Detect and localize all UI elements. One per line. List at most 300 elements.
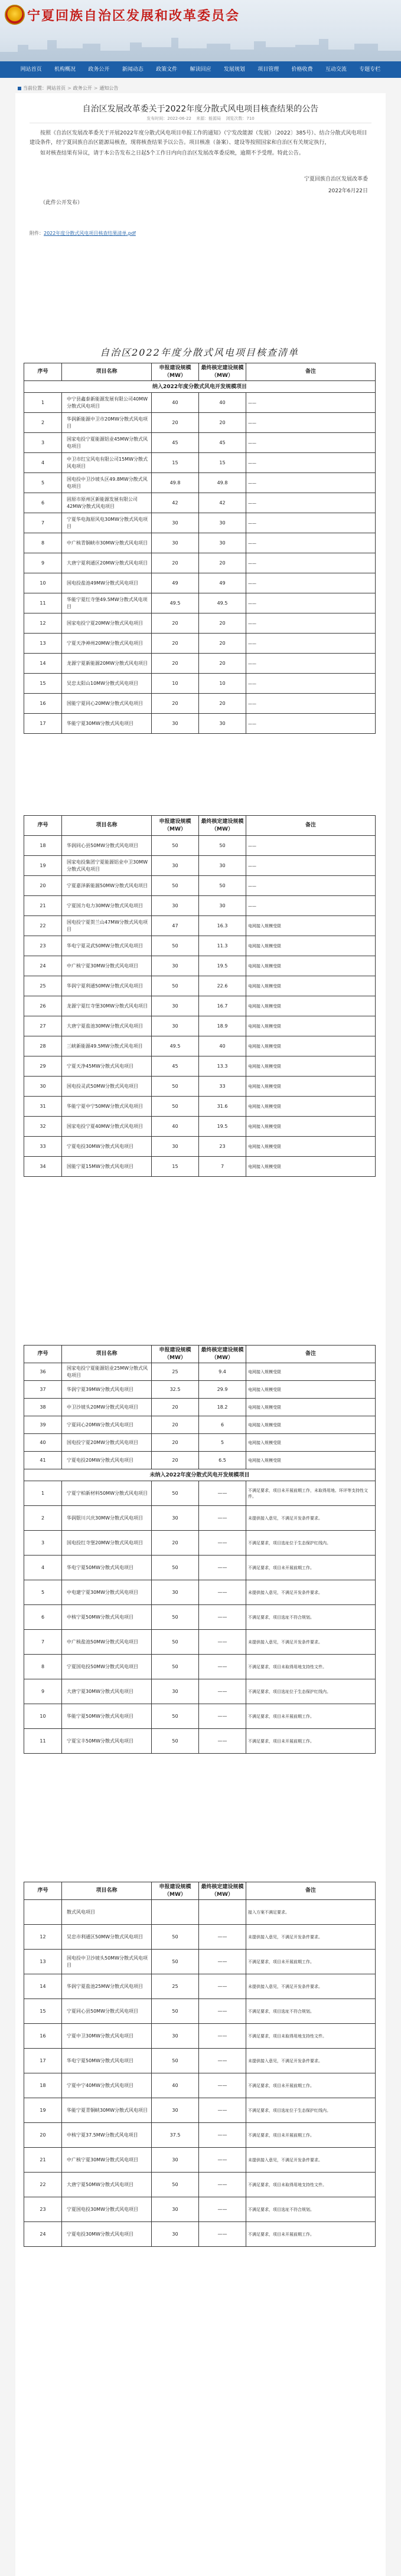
cell-no: 16 xyxy=(24,2024,62,2049)
table-row xyxy=(24,654,376,674)
table-row xyxy=(24,413,376,433)
cell-name: 国电投灵武50MW分散式风电项目 xyxy=(62,1077,152,1097)
cell-no xyxy=(24,1900,62,1925)
nav-item-open-government[interactable]: 政务公开 xyxy=(88,67,110,73)
cell-verified: 5 xyxy=(199,1434,246,1452)
cell-note: 电网接入规模受限 xyxy=(246,1137,376,1157)
cell-verified: 30 xyxy=(199,714,246,734)
cell-name: 华润新能源中卫市20MW分散式风电项目 xyxy=(62,413,152,433)
cell-note: 不满足要求，项目未开展前期工作。 xyxy=(246,1704,376,1729)
table-row xyxy=(24,916,376,936)
cell-declared: 50 xyxy=(152,1704,199,1729)
cell-note: 电网接入规模受限 xyxy=(246,1056,376,1077)
cell-note: 未提供接入意见，不满足开发条件要求。 xyxy=(246,1974,376,1999)
cell-no: 2 xyxy=(24,413,62,433)
cell-note: 接入方案不满足要求。 xyxy=(246,1900,376,1925)
cell-no: 26 xyxy=(24,996,62,1016)
cell-name: 宁夏宁柏新材料50MW分散式风电项目 xyxy=(62,1481,152,1506)
header-no: 序号 xyxy=(24,1882,62,1900)
cell-verified: 30 xyxy=(199,856,246,876)
view-count: 浏览次数：710 xyxy=(226,116,255,121)
cell-verified: 20 xyxy=(199,413,246,433)
cell-name: 大唐宁夏50MW分散式风电项目 xyxy=(62,2173,152,2197)
header-declared: 申报建设规模（MW） xyxy=(152,1882,199,1900)
cell-no: 24 xyxy=(24,956,62,976)
cell-name: 华电宁夏50MW分散式风电项目 xyxy=(62,1556,152,1580)
cell-declared: 20 xyxy=(152,1531,199,1556)
cell-verified: 22.6 xyxy=(199,976,246,996)
cell-verified: 45 xyxy=(199,433,246,453)
cell-declared: 30 xyxy=(152,2148,199,2173)
header-verified: 最终核定建设规模（MW） xyxy=(199,1882,246,1900)
table-row xyxy=(24,2148,376,2173)
cell-declared: 30 xyxy=(152,513,199,533)
table-row xyxy=(24,674,376,694)
nav-item-news[interactable]: 新闻动态 xyxy=(122,67,144,73)
cell-no: 1 xyxy=(24,393,62,413)
table-row xyxy=(24,996,376,1016)
cell-declared: 20 xyxy=(152,654,199,674)
cell-note: 不满足要求，项目未取得用地支持性文件。 xyxy=(246,2024,376,2049)
cell-name: 华润银川兴庆30MW分散式风电项目 xyxy=(62,1506,152,1531)
header-note: 备注 xyxy=(246,816,376,836)
table-row xyxy=(24,1399,376,1416)
cell-declared: 15 xyxy=(152,1157,199,1177)
header-verified: 最终核定建设规模（MW） xyxy=(199,1346,246,1363)
cell-name: 国家电投集团宁夏能源铝业中卫30MW分散式风电项目 xyxy=(62,856,152,876)
signature-org: 宁夏回族自治区发展改革委 xyxy=(304,176,368,182)
cell-note: 电网接入规模受限 xyxy=(246,1016,376,1036)
cell-name: 宁夏中卫30MW分散式风电项目 xyxy=(62,2024,152,2049)
table-row xyxy=(24,2197,376,2222)
cell-no: 19 xyxy=(24,2098,62,2123)
cell-no: 13 xyxy=(24,634,62,654)
cell-no: 3 xyxy=(24,1531,62,1556)
cell-name: 华能宁夏中宁50MW分散式风电项目 xyxy=(62,1097,152,1117)
breadcrumb-open-government[interactable]: 政务公开 xyxy=(73,86,92,91)
cell-note: 电网接入规模受限 xyxy=(246,1363,376,1381)
cell-note: —— xyxy=(246,573,376,593)
cell-note: 不满足要求，项目未开展前期工作，未取得用地、环评等支持性文件。 xyxy=(246,1481,376,1506)
cell-note: 未提供接入意见，不满足开发条件要求。 xyxy=(246,1580,376,1605)
attachment-label: 附件： xyxy=(30,231,44,236)
cell-verified: —— xyxy=(199,1605,246,1630)
cell-verified: 11.3 xyxy=(199,936,246,956)
cell-declared: 20 xyxy=(152,553,199,573)
cell-no: 17 xyxy=(24,714,62,734)
cell-name: 国电投红寺堡20MW分散式风电项目 xyxy=(62,1531,152,1556)
table-row xyxy=(24,1077,376,1097)
cell-name: 中核宁夏37.5MW分散式风电项目 xyxy=(62,2123,152,2148)
cell-verified: 40 xyxy=(199,1036,246,1056)
table-row xyxy=(24,2049,376,2073)
cell-declared xyxy=(152,1900,199,1925)
cell-declared: 37.5 xyxy=(152,2123,199,2148)
table-row xyxy=(24,856,376,876)
cell-note: 电网接入规模受限 xyxy=(246,956,376,976)
cell-verified: 16.3 xyxy=(199,916,246,936)
cell-declared: 50 xyxy=(152,1950,199,1974)
cell-verified: 18.2 xyxy=(199,1399,246,1416)
table-row xyxy=(24,1704,376,1729)
cell-declared: 50 xyxy=(152,2049,199,2073)
cell-name: 华润宁夏盐池25MW分散式风电项目 xyxy=(62,1974,152,1999)
cell-declared: 10 xyxy=(152,674,199,694)
cell-verified: 15 xyxy=(199,453,246,473)
cell-name: 宁夏国电投30MW分散式风电项目 xyxy=(62,2197,152,2222)
nav-item-planning[interactable]: 发展规划 xyxy=(223,67,245,73)
publish-date: 发布时间：2022-06-22 xyxy=(146,116,191,121)
cell-name: 宁夏国力电力30MW分散式风电项目 xyxy=(62,896,152,916)
cell-declared: 30 xyxy=(152,1679,199,1704)
table-row xyxy=(24,976,376,996)
cell-verified: 30 xyxy=(199,533,246,553)
breadcrumb-notices[interactable]: 通知公告 xyxy=(99,86,119,91)
cell-name: 中核宁夏50MW分散式风电项目 xyxy=(62,1605,152,1630)
cell-no: 32 xyxy=(24,1117,62,1137)
cell-verified: —— xyxy=(199,1679,246,1704)
cell-verified: —— xyxy=(199,2222,246,2247)
cell-note: 不满足要求，项目未开展前期工作。 xyxy=(246,1556,376,1580)
cell-name: 国电投盐池49MW分散式风电项目 xyxy=(62,573,152,593)
cell-no: 6 xyxy=(24,1605,62,1630)
cell-note: —— xyxy=(246,836,376,856)
cell-name: 大唐宁夏30MW分散式风电项目 xyxy=(62,1679,152,1704)
cell-name: 国电投宁夏贺兰山47MW分散式风电项目 xyxy=(62,916,152,936)
cell-verified: —— xyxy=(199,2098,246,2123)
header-no: 序号 xyxy=(24,816,62,836)
cell-verified: —— xyxy=(199,1580,246,1605)
cell-name: 国家电投宁夏40MW分散式风电项目 xyxy=(62,1117,152,1137)
nav-item-projects[interactable]: 项目管理 xyxy=(257,67,279,73)
cell-note: —— xyxy=(246,533,376,553)
cell-name: 中广核宁夏30MW分散式风电项目 xyxy=(62,956,152,976)
cell-no: 23 xyxy=(24,2197,62,2222)
cell-name: 华电宁夏50MW分散式风电项目 xyxy=(62,2049,152,2073)
table-row xyxy=(24,593,376,613)
cell-note: —— xyxy=(246,694,376,714)
cell-no: 21 xyxy=(24,896,62,916)
cell-note: 不满足要求，项目选址不符合规划。 xyxy=(246,2197,376,2222)
cell-name: 国家电投宁夏能源铝业45MW分散式风电项目 xyxy=(62,433,152,453)
cell-verified: —— xyxy=(199,2123,246,2148)
cell-verified: —— xyxy=(199,1531,246,1556)
cell-name: 吴忠太阳山10MW分散式风电项目 xyxy=(62,674,152,694)
cell-note: 不满足要求，项目选址位于生态保护红线内。 xyxy=(246,1679,376,1704)
cell-note: 电网接入规模受限 xyxy=(246,1399,376,1416)
cell-declared: 50 xyxy=(152,2173,199,2197)
cell-verified: —— xyxy=(199,2148,246,2173)
cell-verified: 50 xyxy=(199,836,246,856)
cell-no: 12 xyxy=(24,613,62,634)
cell-no: 8 xyxy=(24,1655,62,1679)
cell-no: 10 xyxy=(24,1704,62,1729)
cell-note: —— xyxy=(246,896,376,916)
cell-note: 不满足要求，项目未开展前期工作。 xyxy=(246,1950,376,1974)
cell-name: 宁夏天净神州20MW分散式风电项目 xyxy=(62,634,152,654)
table-row xyxy=(24,1556,376,1580)
cell-declared: 40 xyxy=(152,1117,199,1137)
cell-note: 电网接入规模受限 xyxy=(246,936,376,956)
cell-no: 9 xyxy=(24,1679,62,1704)
breadcrumb-home[interactable]: 当前位置：网站首页 xyxy=(23,86,66,91)
header-note: 备注 xyxy=(246,1882,376,1900)
cell-no: 22 xyxy=(24,916,62,936)
table-row xyxy=(24,1580,376,1605)
cell-verified: 18.9 xyxy=(199,1016,246,1036)
cell-note: 不满足要求，项目选址不符合规划。 xyxy=(246,1999,376,2024)
table-row xyxy=(24,1157,376,1177)
cell-no: 2 xyxy=(24,1506,62,1531)
table-row xyxy=(24,2024,376,2049)
cell-name: 龙源宁夏新能源20MW分散式风电项目 xyxy=(62,654,152,674)
site-header xyxy=(0,0,401,61)
table-row xyxy=(24,1729,376,1754)
table-row xyxy=(24,714,376,734)
cell-verified: 19.5 xyxy=(199,1117,246,1137)
cell-verified: 20 xyxy=(199,613,246,634)
cell-verified: 42 xyxy=(199,493,246,513)
location-icon xyxy=(18,87,21,90)
table-row xyxy=(24,1381,376,1399)
breadcrumb: 当前位置：网站首页 > 政务公开 > 通知公告 xyxy=(18,85,120,91)
cell-name: 国电投中卫沙坡头区49.8MW分散式风电项目 xyxy=(62,473,152,493)
header-name: 项目名称 xyxy=(62,363,152,381)
header-name: 项目名称 xyxy=(62,1882,152,1900)
cell-no: 14 xyxy=(24,654,62,674)
cell-declared: 45 xyxy=(152,1056,199,1077)
cell-no: 9 xyxy=(24,553,62,573)
cell-name: 国电投宁夏20MW分散式风电项目 xyxy=(62,1434,152,1452)
table-row xyxy=(24,1605,376,1630)
cell-note: 不满足要求，项目未开展前期工作。 xyxy=(246,2073,376,2098)
cell-verified: 16.7 xyxy=(199,996,246,1016)
cell-no: 19 xyxy=(24,856,62,876)
nav-item-home[interactable]: 网站首页 xyxy=(20,67,42,73)
table-row xyxy=(24,493,376,513)
attachment-link[interactable]: 2022年度分散式风电项目核查结果清单.pdf xyxy=(44,231,136,236)
cell-verified: 33 xyxy=(199,1077,246,1097)
cell-no: 40 xyxy=(24,1434,62,1452)
cell-verified: 10 xyxy=(199,674,246,694)
table-row xyxy=(24,1117,376,1137)
nav-item-about[interactable]: 机构概况 xyxy=(54,67,76,73)
table-row xyxy=(24,1974,376,1999)
cell-name: 宁夏宝丰50MW分散式风电项目 xyxy=(62,1729,152,1754)
cell-note: —— xyxy=(246,413,376,433)
cell-declared: 49 xyxy=(152,573,199,593)
cell-verified: 7 xyxy=(199,1157,246,1177)
table-row xyxy=(24,896,376,916)
header-name: 项目名称 xyxy=(62,816,152,836)
cell-name: 华润宁夏利通50MW分散式风电项目 xyxy=(62,976,152,996)
table-row xyxy=(24,613,376,634)
cell-no: 15 xyxy=(24,1999,62,2024)
cell-verified: 23 xyxy=(199,1137,246,1157)
cell-name: 中宁县鑫泰新能源发展有限公司40MW分散式风电项目 xyxy=(62,393,152,413)
cell-note: 不满足要求，项目未开展前期工作。 xyxy=(246,1729,376,1754)
cell-no: 5 xyxy=(24,473,62,493)
cell-verified: —— xyxy=(199,1925,246,1950)
cell-verified: —— xyxy=(199,2073,246,2098)
cell-note: —— xyxy=(246,593,376,613)
cell-declared: 50 xyxy=(152,936,199,956)
table-row xyxy=(24,1630,376,1655)
table-row xyxy=(24,433,376,453)
cell-declared: 30 xyxy=(152,533,199,553)
nav-item-policy[interactable]: 政策文件 xyxy=(156,67,178,73)
cell-no: 11 xyxy=(24,593,62,613)
cell-verified: 50 xyxy=(199,876,246,896)
cell-declared: 50 xyxy=(152,1999,199,2024)
cell-declared: 40 xyxy=(152,2073,199,2098)
nav-item-topics[interactable]: 专题专栏 xyxy=(359,67,381,73)
table-row xyxy=(24,936,376,956)
table-row xyxy=(24,1416,376,1434)
cell-verified: 49 xyxy=(199,573,246,593)
cell-name: 宁夏国电投50MW分散式风电项目 xyxy=(62,1655,152,1679)
cell-verified: 20 xyxy=(199,694,246,714)
cell-name: 中电建宁夏30MW分散式风电项目 xyxy=(62,1580,152,1605)
cell-note: 电网接入规模受限 xyxy=(246,1381,376,1399)
cell-note: 不满足要求，项目未开展前期工作。 xyxy=(246,2222,376,2247)
table-row xyxy=(24,1999,376,2024)
table-row xyxy=(24,1925,376,1950)
cell-declared: 50 xyxy=(152,1097,199,1117)
cell-no: 17 xyxy=(24,2049,62,2073)
cell-note: —— xyxy=(246,453,376,473)
table-row xyxy=(24,634,376,654)
cell-no: 20 xyxy=(24,2123,62,2148)
cell-verified: 20 xyxy=(199,654,246,674)
nav-item-prices[interactable]: 价格收费 xyxy=(291,67,313,73)
cell-declared: 50 xyxy=(152,1481,199,1506)
cell-verified xyxy=(199,1900,246,1925)
table-row xyxy=(24,533,376,553)
header-verified: 最终核定建设规模（MW） xyxy=(199,363,246,381)
cell-no: 24 xyxy=(24,2222,62,2247)
cell-note: 电网接入规模受限 xyxy=(246,976,376,996)
cell-verified: —— xyxy=(199,1630,246,1655)
cell-verified: 13.3 xyxy=(199,1056,246,1077)
main-nav xyxy=(0,61,401,78)
table-4 xyxy=(24,1882,376,2247)
table-row xyxy=(24,573,376,593)
cell-name: 国电投中卫沙坡头50MW分散式风电项目 xyxy=(62,1950,152,1974)
cell-name: 国能宁夏同心20MW分散式风电项目 xyxy=(62,694,152,714)
cell-declared: 30 xyxy=(152,1506,199,1531)
cell-declared: 50 xyxy=(152,876,199,896)
cell-note: 不满足要求，项目选址位于生态保护红线内。 xyxy=(246,1531,376,1556)
cell-no: 10 xyxy=(24,573,62,593)
cell-no: 36 xyxy=(24,1363,62,1381)
cell-note: 电网接入规模受限 xyxy=(246,1434,376,1452)
cell-declared: 30 xyxy=(152,2098,199,2123)
cell-declared: 30 xyxy=(152,2024,199,2049)
cell-note: 不满足要求，项目未取得用地支持性文件。 xyxy=(246,2173,376,2197)
cell-note: 电网接入规模受限 xyxy=(246,1036,376,1056)
article-meta xyxy=(15,116,386,122)
cell-declared: 20 xyxy=(152,694,199,714)
table-row xyxy=(24,453,376,473)
cell-note: —— xyxy=(246,493,376,513)
cell-no: 4 xyxy=(24,1556,62,1580)
cell-no: 20 xyxy=(24,876,62,896)
cell-no: 38 xyxy=(24,1399,62,1416)
cell-declared: 30 xyxy=(152,856,199,876)
cell-declared: 20 xyxy=(152,1416,199,1434)
cell-note: —— xyxy=(246,856,376,876)
cell-name: 华能宁夏30MW分散式风电项目 xyxy=(62,714,152,734)
table-row xyxy=(24,1531,376,1556)
cell-note: —— xyxy=(246,634,376,654)
table-row xyxy=(24,1481,376,1506)
cell-declared: 50 xyxy=(152,1556,199,1580)
table-row xyxy=(24,1363,376,1381)
cell-verified: 30 xyxy=(199,896,246,916)
cell-declared: 50 xyxy=(152,1077,199,1097)
cell-declared: 30 xyxy=(152,714,199,734)
cell-declared: 50 xyxy=(152,1630,199,1655)
table-row xyxy=(24,956,376,976)
table-row xyxy=(24,1097,376,1117)
nav-item-interpretation[interactable]: 解读回应 xyxy=(190,67,211,73)
table-row xyxy=(24,1655,376,1679)
cell-declared: 49.5 xyxy=(152,1036,199,1056)
cell-no: 22 xyxy=(24,2173,62,2197)
cell-note: 不满足要求，项目选址位于生态保护红线内。 xyxy=(246,2098,376,2123)
table-row xyxy=(24,836,376,856)
paragraph-1: 按照《自治区发展改革委关于开展2022年度分散式风电项目申报工作的通知》（宁发改能源（发展）〔2022〕385号）、结合分散式风电项目建设条件，经宁夏回族自治区能源局核查，现将核查结果予以公告。项目核准（备案）、建设等按照国家和自治区有关规定执行， xyxy=(30,130,367,146)
cell-name: 中广核青铜峡市30MW分散式风电项目 xyxy=(62,533,152,553)
cell-note: —— xyxy=(246,393,376,413)
cell-declared: 50 xyxy=(152,1729,199,1754)
table-3 xyxy=(24,1345,376,1754)
article-title: 自治区发展改革委关于2022年度分散式风电项目核查结果的公告 xyxy=(82,104,319,114)
cell-note: —— xyxy=(246,553,376,573)
header-no: 序号 xyxy=(24,363,62,381)
cell-note: —— xyxy=(246,433,376,453)
cell-verified: —— xyxy=(199,1950,246,1974)
cell-note: —— xyxy=(246,513,376,533)
cell-name: 固原市原州区新能源发展有限公司42MW分散式风电项目 xyxy=(62,493,152,513)
nav-item-interaction[interactable]: 互动交流 xyxy=(325,67,347,73)
table-row xyxy=(24,1434,376,1452)
cell-verified: 30 xyxy=(199,513,246,533)
header-note: 备注 xyxy=(246,1346,376,1363)
cell-note: 未提供接入意见，不满足开发条件要求。 xyxy=(246,2148,376,2173)
cell-note: 电网接入规模受限 xyxy=(246,1117,376,1137)
cell-no: 28 xyxy=(24,1036,62,1056)
cell-note: 未提供接入意见，不满足开发条件要求。 xyxy=(246,1506,376,1531)
cell-note: 不满足要求，项目选址不符合规划。 xyxy=(246,1605,376,1630)
cell-note: 未提供接入意见，不满足开发条件要求。 xyxy=(246,1630,376,1655)
cell-note: 电网接入规模受限 xyxy=(246,996,376,1016)
cell-no: 31 xyxy=(24,1097,62,1117)
cell-verified: 19.5 xyxy=(199,956,246,976)
cell-no: 4 xyxy=(24,453,62,473)
public-release-note: （此件公开发布） xyxy=(40,200,83,206)
cell-name: 中广核宁夏30MW分散式风电项目 xyxy=(62,2148,152,2173)
cell-declared: 47 xyxy=(152,916,199,936)
cell-name: 中广核盐池50MW分散式风电项目 xyxy=(62,1630,152,1655)
cell-no: 37 xyxy=(24,1381,62,1399)
cell-verified: 20 xyxy=(199,634,246,654)
table-2 xyxy=(24,815,376,1177)
cell-note: 电网接入规模受限 xyxy=(246,1452,376,1469)
cell-declared: 30 xyxy=(152,1137,199,1157)
section-title: 纳入2022年度分散式风电开发规模项目 xyxy=(24,381,376,393)
